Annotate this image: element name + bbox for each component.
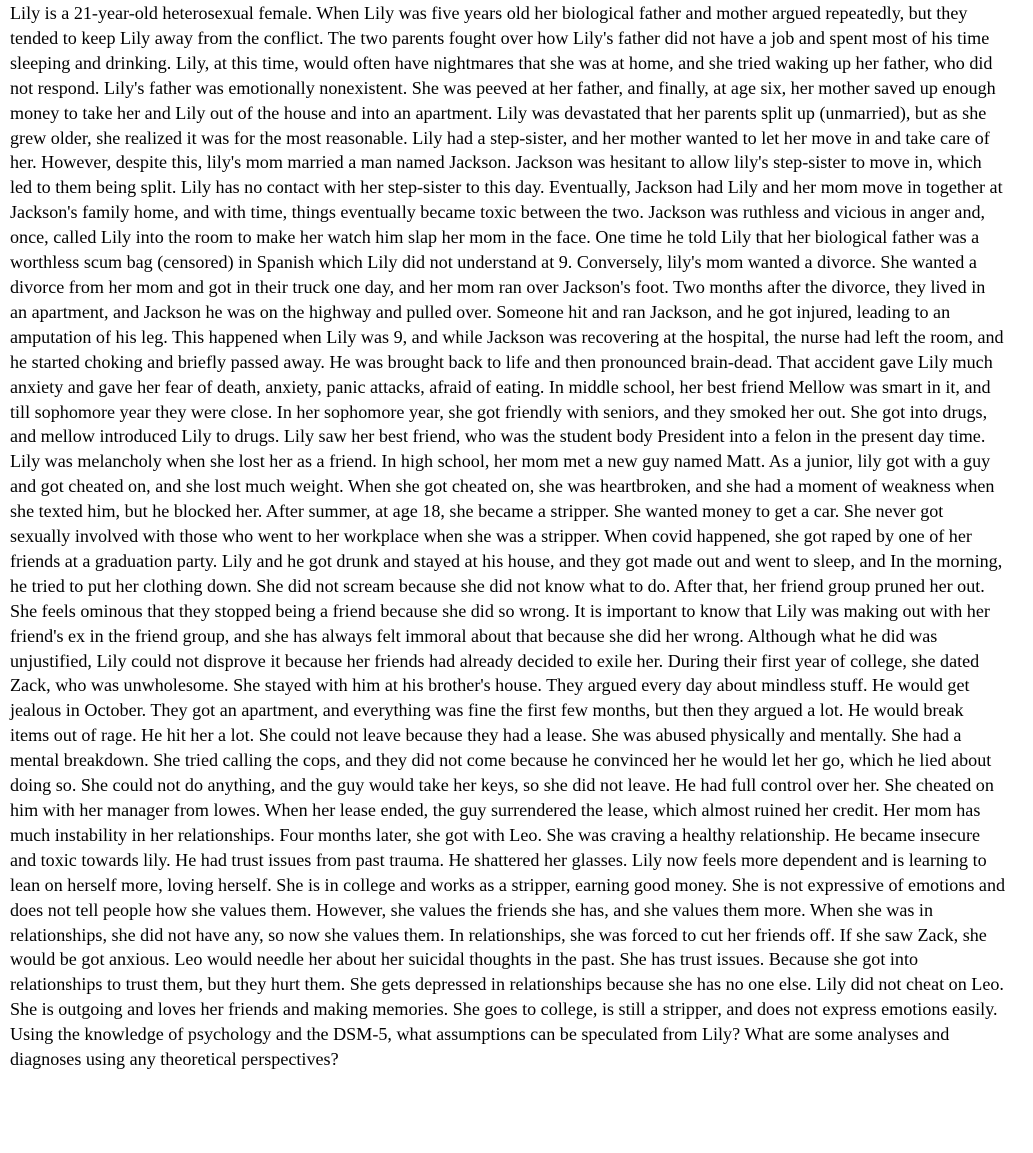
document-body [10, 1, 1006, 1072]
case-study-paragraph: Lily is a 21-year-old heterosexual female. When Lily was five years old her biological father and mother argued repeatedly, but they tended to keep Lily away from the conflict. The two parents fought over how Lily's father did not have a job and spent most of his time sleeping and drinking. Lily, at this time, would often have nightmares that she was at home, and she tried waking up her father, who did not respond. Lily's father was emotionally nonexistent. She was peeved at her father, and finally, at age six, her mother saved up enough money to take her and Lily out of the house and into an apartment. Lily was devastated that her parents split up (unmarried), but as she grew older, she realized it was for the most reasonable. Lily had a step-sister, and her mother wanted to let her move in and take care of her. However, despite this, lily's mom married a man named Jackson. Jackson was hesitant to allow lily's step-sister to move in, which led to them being split. Lily has no contact with her step-sister to this day. Eventually, Jackson had Lily and her mom move in together at Jackson's family home, and with time, things eventually became toxic between the two. Jackson was ruthless and vicious in anger and, once, called Lily into the room to make her watch him slap her mom in the face. One time he told Lily that her biological father was a worthless scum bag (censored) in Spanish which Lily did not understand at 9. Conversely, lily's mom wanted a divorce. She wanted a divorce from her mom and got in their truck one day, and her mom ran over Jackson's foot. Two months after the divorce, they lived in an apartment, and Jackson he was on the highway and pulled over. Someone hit and ran Jackson, and he got injured, leading to an amputation of his leg. This happened when Lily was 9, and while Jackson was recovering at the hospital, the nurse had left the room, and he started choking and briefly passed away. He was brought back to life and then pronounced brain-dead. That accident gave Lily much anxiety and gave her fear of death, anxiety, panic attacks, afraid of eating. In middle school, her best friend Mellow was smart in it, and till sophomore year they were close. In her sophomore year, she got friendly with seniors, and they smoked her out. She got into drugs, and mellow introduced Lily to drugs. Lily saw her best friend, who was the student body President into a felon in the present day time. Lily was melancholy when she lost her as a friend. In high school, her mom met a new guy named Matt. As a junior, lily got with a guy and got cheated on, and she lost much weight. When she got cheated on, she was heartbroken, and she had a moment of weakness when she texted him, but he blocked her. After summer, at age 18, she became a stripper. She wanted money to get a car. She never got sexually involved with those who went to her workplace when she was a stripper. When covid happened, she got raped by one of her friends at a graduation party. Lily and he got drunk and stayed at his house, and they got made out and went to sleep, and In the morning, he tried to put her clothing down. She did not scream because she did not know what to do. After that, her friend group pruned her out. She feels ominous that they stopped being a friend because she did so wrong. It is important to know that Lily was making out with her friend's ex in the friend group, and she has always felt immoral about that because she did her wrong. Although what he did was unjustified, Lily could not disprove it because her friends had already decided to exile her. During their first year of college, she dated Zack, who was unwholesome. She stayed with him at his brother's house. They argued every day about mindless stuff. He would get jealous in October. They got an apartment, and everything was fine the first few months, but then they argued a lot. He would break items out of rage. He hit her a lot. She could not leave because they had a lease. She was abused physically and mentally. She had a mental breakdown. She tried calling the cops, and they did not come because he convinced her he would let her go, which he lied about doing so. She could not do anything, and the guy would take her keys, so she did not leave. He had full control over her. She cheated on him with her manager from lowes. When her lease ended, the guy surrendered the lease, which almost ruined her credit. Her mom has much instability in her relationships. Four months later, she got with Leo. She was craving a healthy relationship. He became insecure and toxic towards lily. He had trust issues from past trauma. He shattered her glasses. Lily now feels more dependent and is learning to lean on herself more, loving herself. She is in college and works as a stripper, earning good money. She is not expressive of emotions and does not tell people how she values them. However, she values the friends she has, and she values them more. When she was in relationships, she did not have any, so now she values them. In relationships, she was forced to cut her friends off. If she saw Zack, she would be got anxious. Leo would needle her about her suicidal thoughts in the past. She has trust issues. Because she got into relationships to trust them, but they hurt them. She gets depressed in relationships because she has no one else. Lily did not cheat on Leo. She is outgoing and loves her friends and making memories. She goes to college, is still a stripper, and does not express emotions easily. Using the knowledge of psychology and the DSM-5, what assumptions can be speculated from Lily? What are some analyses and diagnoses using any theoretical perspectives? [10, 3, 1006, 1070]
